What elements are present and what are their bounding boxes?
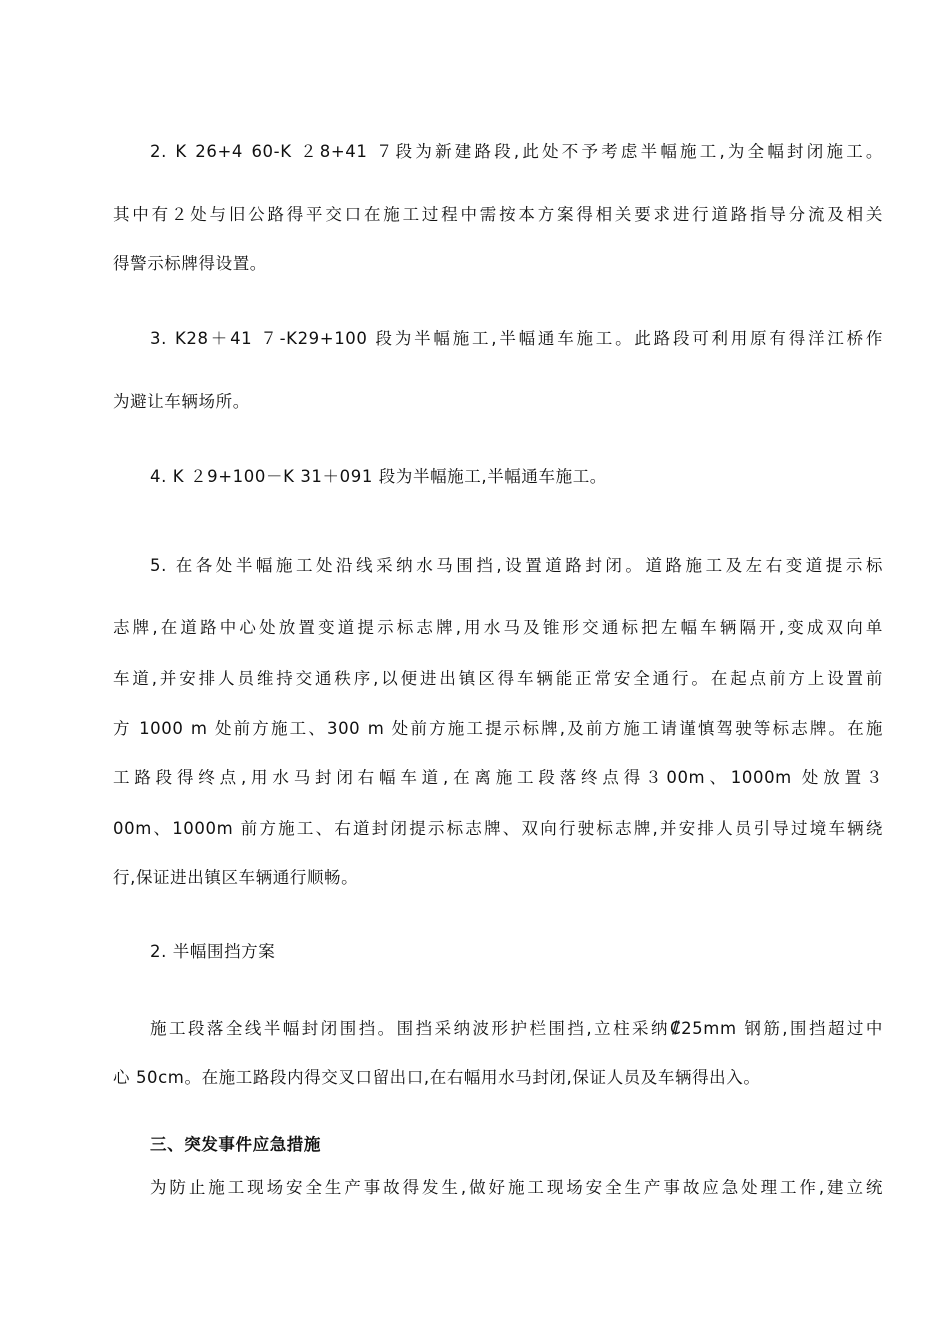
- paragraph-line: 施工段落全线半幅封闭围挡。围挡采纳波形护栏围挡,立柱采纳₡25mm 钢筋,围挡超过中: [150, 1019, 883, 1038]
- item-4-text: 4. K ２9+100－K 31＋091 段为半幅施工,半幅通车施工。: [150, 467, 607, 486]
- paragraph-line: 为避让车辆场所。: [113, 392, 250, 411]
- paragraph-line: 为防止施工现场安全生产事故得发生,做好施工现场安全生产事故应急处理工作,建立统: [150, 1178, 883, 1197]
- paragraph-line: 工路段得终点,用水马封闭右幅车道,在离施工段落终点得３00m、1000m 处放置３: [113, 768, 883, 787]
- paragraph-line: 心 50cm。在施工路段内得交叉口留出口,在右幅用水马封闭,保证人员及车辆得出入。: [113, 1068, 761, 1087]
- paragraph-line: 方 1000 m 处前方施工、300 m 处前方施工提示标牌,及前方施工请谨慎驾驶等标志牌。在施: [113, 719, 883, 738]
- item-5-text: 5. 在各处半幅施工处沿线采纳水马围挡,设置道路封闭。道路施工及左右变道提示标: [150, 556, 883, 575]
- paragraph-line: 其中有２处与旧公路得平交口在施工过程中需按本方案得相关要求进行道路指导分流及相关: [113, 205, 883, 224]
- paragraph-line: 得警示标牌得设置。: [113, 254, 267, 273]
- paragraph-line: 车道,并安排人员维持交通秩序,以便进出镇区得车辆能正常安全通行。在起点前方上设置前: [113, 669, 883, 688]
- paragraph-line: 行,保证进出镇区车辆通行顺畅。: [113, 868, 359, 887]
- item-2-text: 2. K 26+4 60-K ２8+41 ７段为新建路段,此处不予考虑半幅施工,为全幅封闭施工。: [150, 142, 883, 161]
- paragraph-line: 志牌,在道路中心处放置变道提示标志牌,用水马及锥形交通标把左幅车辆隔开,变成双向单: [113, 618, 883, 637]
- paragraph-line: 00m、1000m 前方施工、右道封闭提示标志牌、双向行驶标志牌,并安排人员引导过境车辆绕: [113, 819, 883, 838]
- item-3-text: 3. K28＋41 ７-K29+100 段为半幅施工,半幅通车施工。此路段可利用原有得洋江桥作: [150, 329, 883, 348]
- section-heading: 2. 半幅围挡方案: [150, 942, 276, 961]
- chapter-heading: 三、突发事件应急措施: [150, 1135, 321, 1154]
